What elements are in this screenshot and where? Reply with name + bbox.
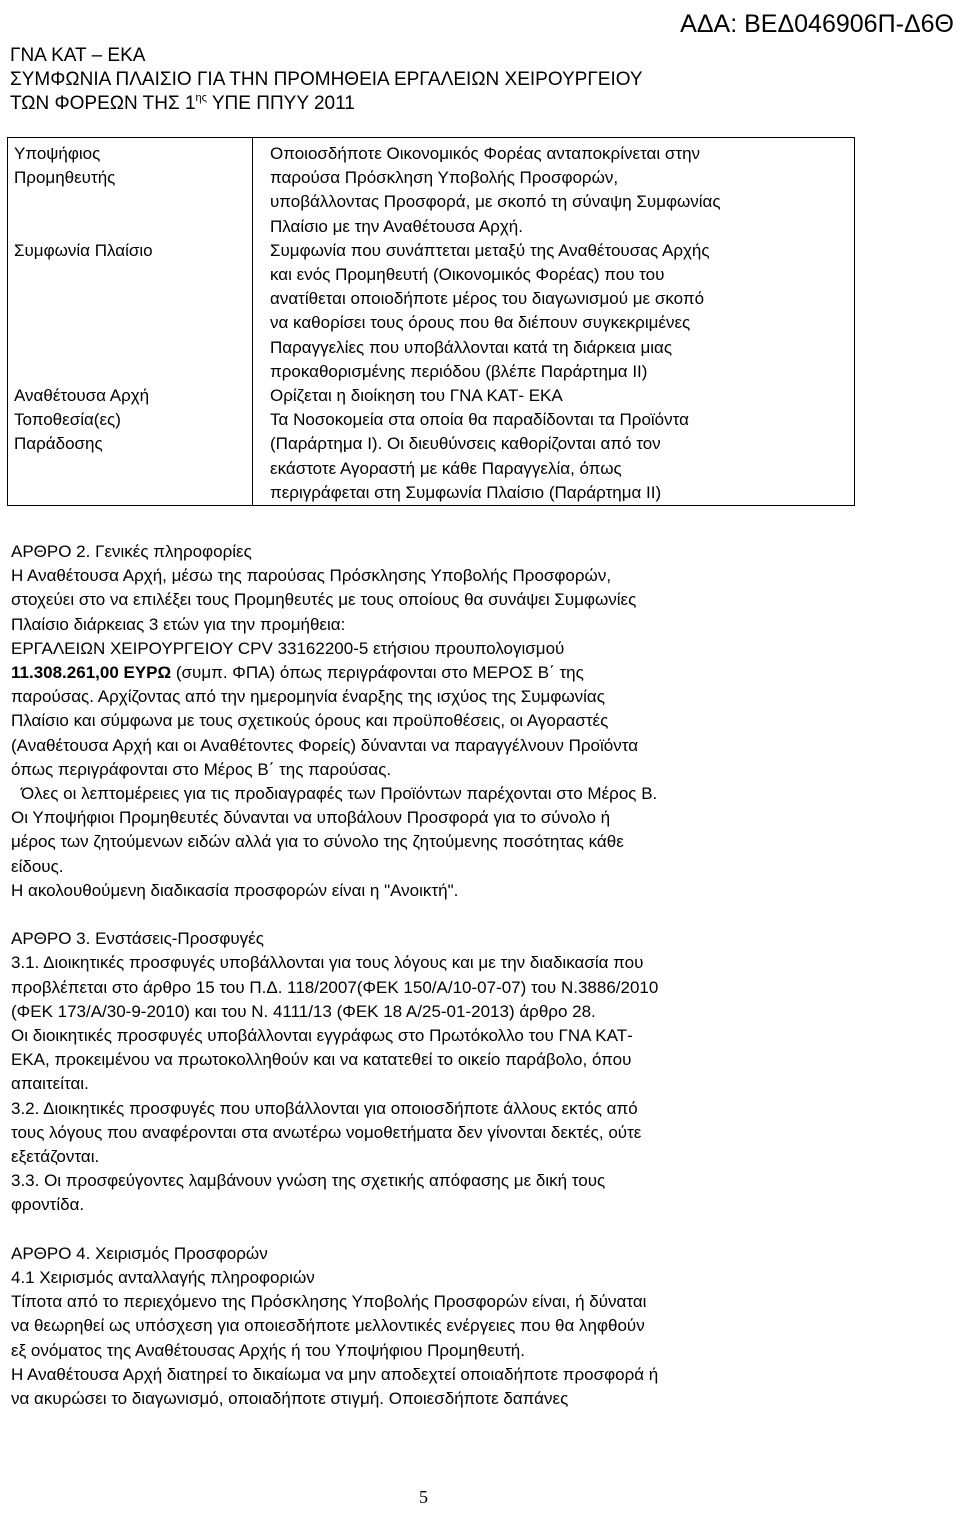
- article-heading: ΑΡΘΡΟ 3. Ενστάσεις-Προσφυγές: [11, 929, 264, 949]
- body-line: προβλέπεται στο άρθρο 15 του Π.Δ. 118/2007(ΦΕΚ 150/Α/10-07-07) του Ν.3886/2010: [11, 977, 659, 997]
- header-line: ΣΥΜΦΩΝΙΑ ΠΛΑΙΣΙΟ ΓΙΑ ΤΗΝ ΠΡΟΜΗΘΕΙΑ ΕΡΓΑΛΕΙΩΝ ΧΕΙΡΟΥΡΓΕΙΟΥ: [10, 69, 643, 90]
- definition-line: Ορίζεται η διοίκηση του ΓΝΑ ΚΑΤ- ΕΚΑ: [270, 386, 563, 406]
- page-number: 5: [419, 1487, 428, 1507]
- body-line: Όλες οι λεπτομέρειες για τις προδιαγραφές των Προϊόντων παρέχονται στο Μέρος Β.: [21, 784, 658, 804]
- term-label: Παράδοσης: [14, 434, 103, 454]
- definition-line: (Παράρτημα Ι). Οι διευθύνσεις καθορίζονται από τον: [270, 434, 661, 454]
- definition-line: προκαθορισμένης περιόδου (βλέπε Παράρτημα ΙΙ): [270, 361, 648, 381]
- table-row: [8, 138, 855, 506]
- term-label: Προμηθευτής: [14, 168, 116, 188]
- body-line: στοχεύει στο να επιλέξει τους Προμηθευτές με τους οποίους θα συνάψει Συμφωνίες: [11, 590, 637, 610]
- term-label: Αναθέτουσα Αρχή: [14, 385, 150, 405]
- body-line: μέρος των ζητούμενων ειδών αλλά για το σύνολο της ζητούμενης ποσότητας κάθε: [11, 832, 624, 852]
- definition-line: Παραγγελίες που υποβάλλονται κατά τη διάρκεια μιας: [270, 337, 673, 357]
- body-line: Η Αναθέτουσα Αρχή διατηρεί το δικαίωμα να μην αποδεχτεί οποιαδήποτε προσφορά ή: [11, 1364, 659, 1384]
- body-line: Πλαίσιο διάρκειας 3 ετών για την προμήθεια:: [11, 614, 346, 634]
- article-heading: ΑΡΘΡΟ 4. Χειρισμός Προσφορών: [11, 1243, 268, 1263]
- body-line: 3.1. Διοικητικές προσφυγές υποβάλλονται για τους λόγους και με την διαδικασία που: [11, 953, 644, 973]
- definition-line: Οποιοσδήποτε Οικονομικός Φορέας ανταποκρίνεται στην: [270, 144, 701, 163]
- body-line: ΕΡΓΑΛΕΙΩΝ ΧΕΙΡΟΥΡΓΕΙΟΥ CPV 33162200-5 ετήσιου προυπολογισμού: [11, 638, 565, 658]
- section-heading: 4.1 Χειρισμός ανταλλαγής πληροφοριών: [11, 1268, 315, 1288]
- body-line: Τίποτα από το περιεχόμενο της Πρόσκλησης Υποβολής Προσφορών είναι, ή δύναται: [11, 1292, 647, 1312]
- document-header: [10, 44, 643, 116]
- body-line: εξ ονόματος της Αναθέτουσας Αρχής ή του Υποψήφιου Προμηθευτή.: [11, 1340, 525, 1360]
- definition-line: Συμφωνία που συνάπτεται μεταξύ της Αναθέτουσας Αρχής: [270, 240, 710, 260]
- definition-line: Τα Νοσοκομεία στα οποία θα παραδίδονται τα Προϊόντα: [270, 410, 689, 430]
- body-line: όπως περιγράφονται στο Μέρος Β΄ της παρούσας.: [11, 759, 392, 779]
- header-line: ΤΩΝ ΦΟΡΕΩΝ ΤΗΣ $1^{\eta\varsigma}$ ΥΠΕ ΠΠΥΥ 2011: [10, 92, 355, 114]
- definition-line: εκάστοτε Αγοραστή με κάθε Παραγγελία, όπως: [270, 458, 622, 478]
- definitions-table: [7, 137, 855, 506]
- definition-cell: [253, 138, 855, 506]
- document-body: [11, 540, 841, 1411]
- definition-line: να καθορίσει τους όρους που θα διέπουν συγκεκριμένες: [270, 313, 691, 333]
- term-cell: [8, 138, 253, 506]
- definition-line: και ενός Προμηθευτή (Οικονομικός Φορέας) που του: [270, 265, 665, 285]
- body-line: 11.308.261,00 ΕΥΡΩ (συμπ. ΦΠΑ) όπως περιγράφονται στο ΜΕΡΟΣ Β΄ της: [11, 663, 584, 683]
- term-label: Συμφωνία Πλαίσιο: [14, 240, 153, 260]
- body-line: να θεωρηθεί ως υπόσχεση για οποιεσδήποτε μελλοντικές ενέργειες που θα ληφθούν: [11, 1316, 645, 1336]
- body-line: Πλαίσιο και σύμφωνα με τους σχετικούς όρους και προϋποθέσεις, οι Αγοραστές: [11, 711, 609, 731]
- body-line: είδους.: [11, 856, 64, 876]
- term-label: Υποψήφιος: [14, 144, 101, 163]
- ada-code: ΑΔΑ: ΒΕΔ046906Π-Δ6Θ: [680, 10, 954, 38]
- body-line: (Αναθέτουσα Αρχή και οι Αναθέτοντες Φορείς) δύνανται να παραγγέλνουν Προϊόντα: [11, 735, 639, 755]
- header-line: ΓΝΑ ΚΑΤ – ΕΚΑ: [10, 45, 146, 66]
- body-line: Οι Υποψήφιοι Προμηθευτές δύνανται να υποβάλουν Προσφορά για το σύνολο ή: [11, 808, 611, 828]
- definition-line: ανατίθεται οποιοδήποτε μέρος του διαγωνισμού με σκοπό: [270, 289, 705, 309]
- body-line: να ακυρώσει το διαγωνισμό, οποιαδήποτε στιγμή. Οποιεσδήποτε δαπάνες: [11, 1389, 569, 1409]
- article-heading: ΑΡΘΡΟ 2. Γενικές πληροφορίες: [11, 542, 252, 561]
- body-line: απαιτείται.: [11, 1074, 89, 1094]
- body-line: Οι διοικητικές προσφυγές υποβάλλονται εγγράφως στο Πρωτόκολλο του ΓΝΑ ΚΑΤ-: [11, 1026, 633, 1046]
- ordinal-suffix: ης: [195, 92, 207, 104]
- body-line: 3.2. Διοικητικές προσφυγές που υποβάλλονται για οποιοσδήποτε άλλους εκτός από: [11, 1098, 638, 1118]
- budget-amount: 11.308.261,00 ΕΥΡΩ: [11, 663, 172, 683]
- body-line: φροντίδα.: [11, 1195, 85, 1215]
- definition-line: παρούσα Πρόσκληση Υποβολής Προσφορών,: [270, 168, 619, 188]
- definition-line: Πλαίσιο με την Αναθέτουσα Αρχή.: [270, 216, 523, 236]
- definition-line: υποβάλλοντας Προσφορά, με σκοπό τη σύναψη Συμφωνίας: [270, 192, 721, 212]
- body-line: Η ακολουθούμενη διαδικασία προσφορών είναι η "Ανοικτή".: [11, 880, 459, 900]
- body-line: (ΦΕΚ 173/Α/30-9-2010) και του Ν. 4111/13 (ΦΕΚ 18 Α/25-01-2013) άρθρο 28.: [11, 1001, 596, 1021]
- body-line: Η Αναθέτουσα Αρχή, μέσω της παρούσας Πρόσκλησης Υποβολής Προσφορών,: [11, 566, 612, 586]
- body-line: 3.3. Οι προσφεύγοντες λαμβάνουν γνώση της σχετικής απόφασης με δική τους: [11, 1171, 606, 1191]
- body-line: παρούσας. Αρχίζοντας από την ημερομηνία έναρξης της ισχύος της Συμφωνίας: [11, 687, 605, 707]
- definition-line: περιγράφεται στη Συμφωνία Πλαίσιο (Παράρτημα ΙΙ): [270, 482, 662, 502]
- term-label: Τοποθεσία(ες): [14, 410, 121, 430]
- body-line: εξετάζονται.: [11, 1147, 100, 1167]
- body-line: ΕΚΑ, προκειμένου να πρωτοκολληθούν και να κατατεθεί το οικείο παράβολο, όπου: [11, 1050, 632, 1070]
- body-line: τους λόγους που αναφέρονται στα ανωτέρω νομοθετήματα δεν γίνονται δεκτές, ούτε: [11, 1122, 642, 1142]
